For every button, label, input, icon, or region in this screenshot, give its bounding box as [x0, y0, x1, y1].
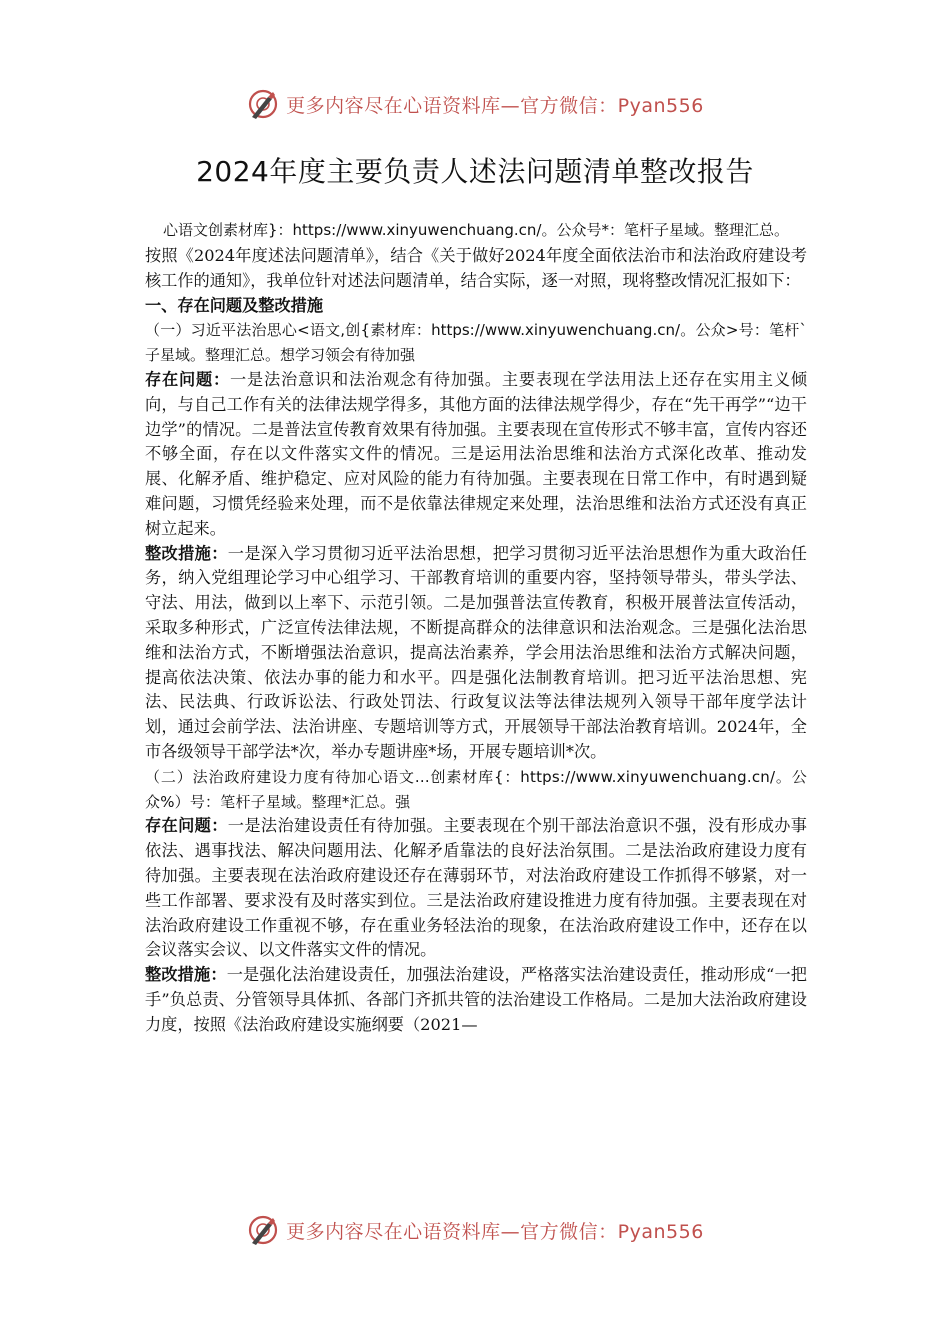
subsection-heading-1: （一）习近平法治思心<语文,创{素材库：https://www.xinyuwenchuang.cn/。公众>号：笔杆`子星域。整理汇总。想学习领会有待加强	[145, 321, 807, 365]
banner-slogan: 更多内容尽在心语资料库	[286, 94, 501, 117]
intro-paragraph: 按照《2024年度述法问题清单》，结合《关于做好2024年度全面依法治市和法治政府建设考核工作的通知》，我单位针对述法问题清单，结合实际，逐一对照，现将整改情况汇报如下：	[145, 246, 807, 290]
document-title: 2024年度主要负责人述法问题清单整改报告	[196, 155, 754, 188]
sub1-measure-paragraph	[145, 542, 807, 765]
banner-slogan: 更多内容尽在心语资料库	[286, 1220, 501, 1243]
source-line: 心语文创素材库}：https://www.xinyuwenchuang.cn/。公众号*：笔杆子星域。整理汇总。	[162, 221, 789, 239]
section-heading-1: 一、存在问题及整改措施	[145, 295, 324, 315]
sub2-measure-paragraph	[145, 963, 807, 1037]
banner-wechat: 官方微信：Pyan556	[520, 1220, 704, 1243]
banner-separator: —	[500, 1220, 521, 1243]
banner-text	[286, 91, 704, 118]
banner-separator: —	[500, 94, 521, 117]
footer-banner	[0, 1210, 950, 1250]
sub1-problem-paragraph	[145, 368, 807, 542]
problem-text: 一是法治建设责任有待加强。主要表现在个别干部法治意识不强，没有形成办事依法、遇事找法、解决问题用法、化解矛盾靠法的良好法治氛围。二是法治政府建设力度有待加强。主要表现在法治政府建设还存在薄弱环节，对法治政府建设工作抓得不够紧，对一些工作部署、要求没有及时落实到位。三是法治政府建设推进力度有待加强。主要表现在对法治政府建设工作重视不够，存在重业务轻法治的现象，在法治政府建设工作中，还存在以会议落实会议、以文件落实文件的情况。	[145, 816, 807, 960]
pen-logo-icon	[246, 1213, 280, 1247]
problem-text: 一是法治意识和法治观念有待加强。主要表现在学法用法上还存在实用主义倾向，与自己工作有关的法律法规学得多，其他方面的法律法规学得少，存在“先干再学”“边干边学”的情况。二是普法宣传教育效果有待加强。主要表现在宣传形式不够丰富，宣传内容还不够全面，存在以文件落实文件的情况。三是运用法治思维和法治方式深化改革、推动发展、化解矛盾、维护稳定、应对风险的能力有待加强。主要表现在日常工作中，有时遇到疑难问题，习惯凭经验来处理，而不是依靠法律规定来处理，法治思维和法治方式还没有真正树立起来。	[145, 369, 808, 538]
header-banner	[0, 84, 950, 124]
banner-text	[286, 1217, 704, 1244]
problem-label: 存在问题：	[145, 816, 228, 836]
measure-label: 整改措施：	[145, 543, 228, 563]
banner-wechat: 官方微信：Pyan556	[520, 94, 704, 117]
pen-logo-icon	[246, 87, 280, 121]
measure-label: 整改措施：	[145, 965, 227, 985]
problem-label: 存在问题：	[145, 369, 230, 389]
measure-text: 一是深入学习贯彻习近平法治思想，把学习贯彻习近平法治思想作为重大政治任务，纳入党组理论学习中心组学习、干部教育培训的重要内容，坚持领导带头，带头学法、守法、用法，做到以上率下、示范引领。二是加强普法宣传教育，积极开展普法宣传活动，采取多种形式，广泛宣传法律法规，不断提高群众的法律意识和法治观念。三是强化法治思维和法治方式，不断增强法治意识，提高法治素养，学会用法治思维和法治方式解决问题，提高依法决策、依法办事的能力和水平。四是强化法制教育培训。把习近平法治思想、宪法、民法典、行政诉讼法、行政处罚法、行政复议法等法律法规列入领导干部年度学法计划，通过会前学法、法治讲座、专题培训等方式，开展领导干部法治教育培训。2024年，全市各级领导干部学法*次，举办专题讲座*场，开展专题培训*次。	[145, 543, 807, 761]
document-body	[145, 218, 807, 1038]
subsection-heading-2: （二）法治政府建设力度有待加心语文...创素材库{：https://www.xinyuwenchuang.cn/。公众%）号：笔杆子星域。整理*汇总。强	[145, 767, 807, 811]
sub2-problem-paragraph	[145, 814, 807, 963]
measure-text: 一是强化法治建设责任，加强法治建设，严格落实法治建设责任，推动形成“一把手”负总责、分管领导具体抓、各部门齐抓共管的法治建设工作格局。二是加大法治政府建设力度，按照《法治政府建设实施纲要（2021—	[145, 965, 807, 1034]
